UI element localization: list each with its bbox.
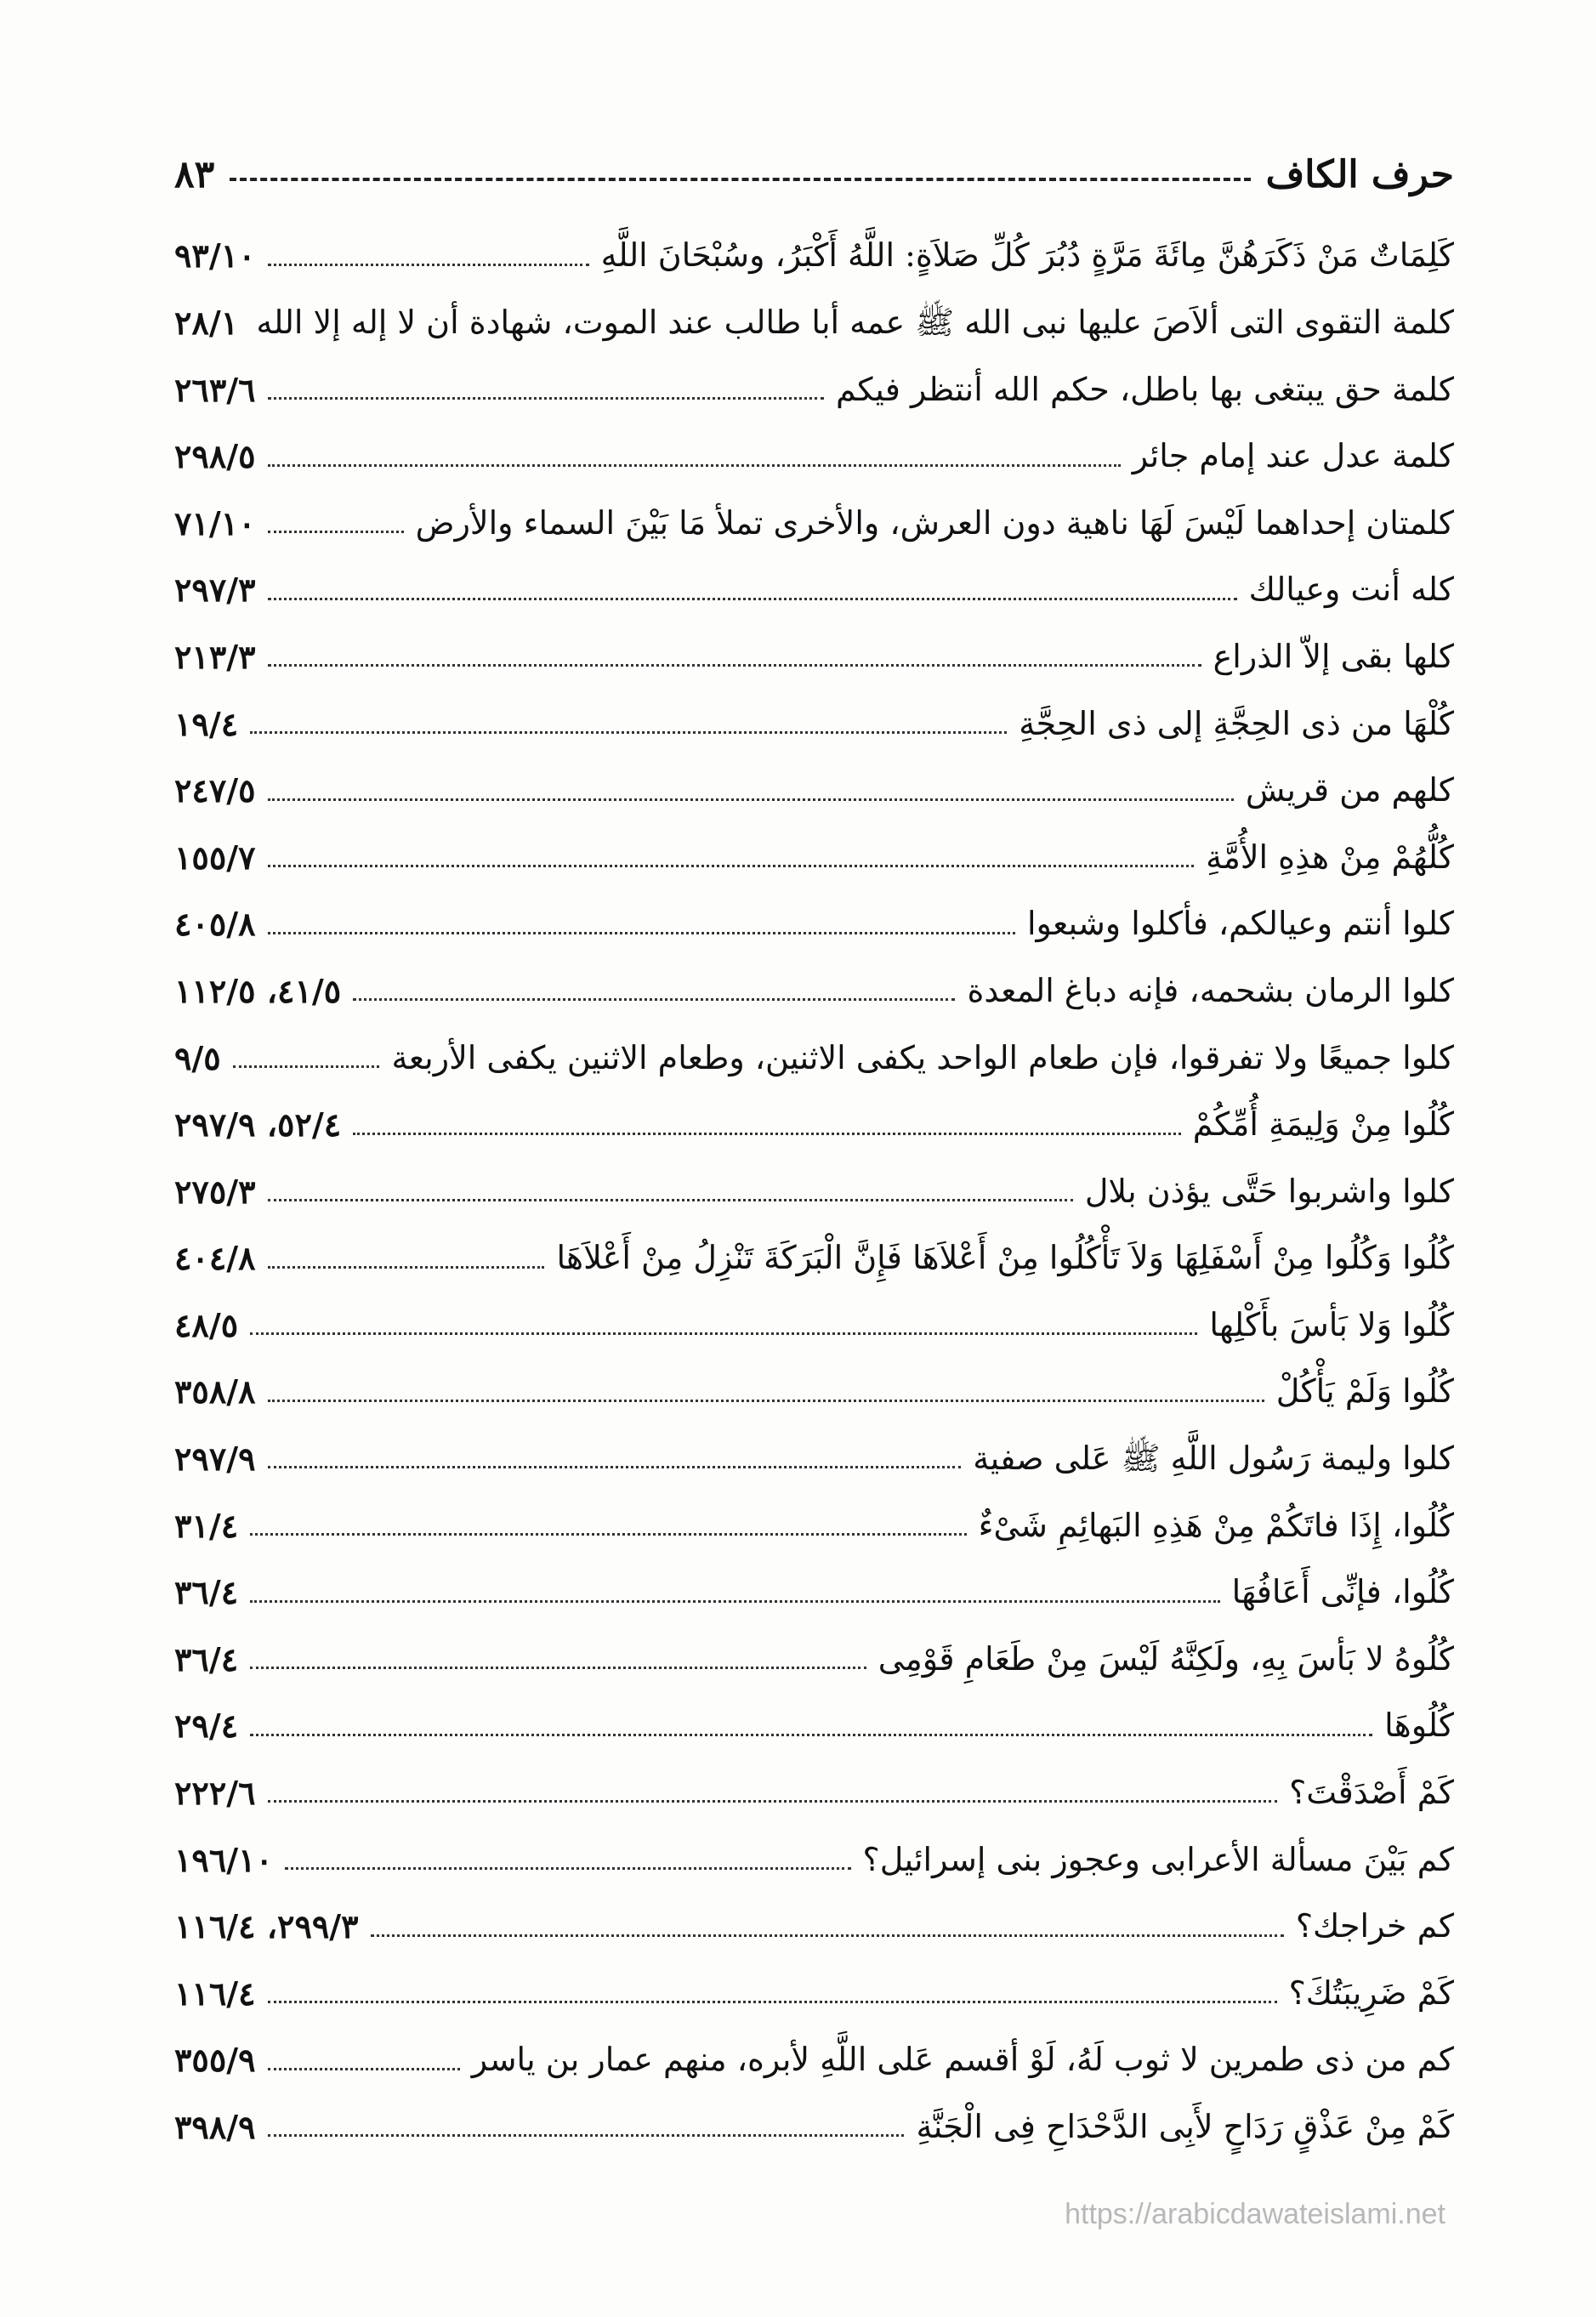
dot-leader [353, 998, 955, 1001]
source-watermark: https://arabicdawateislami.net [1065, 2198, 1445, 2230]
entry-ref: ٩/٥ [174, 1038, 221, 1077]
entry-text: كُلُوا مِنْ وَلِيمَةِ أُمِّكُمْ [1192, 1105, 1454, 1144]
entry-text: كلها بقى إلاّ الذراع [1213, 637, 1454, 675]
entry-ref: ٣٥٥/٩ [174, 2041, 256, 2080]
entry-text: كُلُوا وَلَمْ يَأْكُلْ [1275, 1372, 1454, 1411]
dot-leader [233, 1065, 380, 1068]
entry-text: كلهم من قريش [1245, 771, 1454, 809]
dot-leader [250, 1533, 967, 1536]
index-entry [174, 290, 1454, 357]
index-entry [174, 1292, 1454, 1360]
dot-leader [250, 731, 1007, 734]
index-entry [174, 557, 1454, 624]
index-entry [174, 356, 1454, 423]
entry-ref: ٤٨/٥ [174, 1305, 239, 1344]
entry-text: كلوا جميعًا ولا تفرقوا، فإن طعام الواحد يكفى الاثنين، وطعام الاثنين يكفى الأربعة [391, 1038, 1454, 1076]
entry-ref: ١١٦/٤ [174, 1973, 256, 2013]
dot-leader [268, 932, 1015, 934]
entry-ref: ٢٢٢/٦ [174, 1774, 256, 1813]
entry-text: كَلِمَاتٌ مَنْ ذَكَرَهُنَّ مِائَةَ مَرَّةٍ دُبُرَ كُلِّ صَلاَةٍ: اللَّهُ أَكْبَرُ، وسُبْحَانَ اللَّهِ [600, 236, 1454, 275]
index-entry [174, 1158, 1454, 1225]
entry-ref: ٢٩٧/٩ [174, 1440, 256, 1479]
entry-text: كلوا أنتم وعيالكم، فأكلوا وشبعوا [1026, 905, 1454, 943]
dot-leader [268, 531, 404, 533]
dot-leader [250, 1332, 1197, 1335]
dot-leader [285, 1867, 851, 1870]
dot-leader [353, 1133, 1181, 1135]
entry-text: كلمة حق يبتغى بها باطل، حكم الله أنتظر فيكم [836, 370, 1454, 408]
entry-text: كُلُوا وَلا بَأسَ بأَكْلِها [1209, 1305, 1454, 1343]
entry-ref: ١٥٥/٧ [174, 838, 256, 877]
entry-ref: ٣٦/٤ [174, 1573, 239, 1612]
index-entry [174, 891, 1454, 958]
entry-ref: ٢٦٣/٦ [174, 370, 256, 409]
index-entry [174, 1426, 1454, 1493]
dot-leader [268, 464, 1121, 467]
index-entry [174, 2094, 1454, 2161]
entry-ref: ٢١٣/٣ [174, 637, 256, 676]
entry-text: كم من ذى طمرين لا ثوب لَهُ، لَوْ أقسم عَلى اللَّهِ لأبره، منهم عمار بن ياسر [471, 2041, 1454, 2079]
entry-ref: ٢٤٧/٥ [174, 771, 256, 810]
entry-ref: ٩٣/١٠ [174, 236, 256, 275]
index-entry [174, 824, 1454, 891]
entry-text: كَمْ ضَرِيبَتُكَ؟ [1288, 1973, 1454, 2012]
entry-ref: ٤١/٥، ١١٢/٥ [174, 971, 342, 1010]
entry-ref: ١٩/٤ [174, 704, 239, 743]
index-entry [174, 1559, 1454, 1627]
index-entry [174, 1826, 1454, 1894]
dot-leader [268, 865, 1195, 867]
entry-text: كلمتان إحداهما لَيْسَ لَهَا ناهية دون العرش، والأخرى تملأ مَا بَيْنَ السماء والأرض [415, 503, 1454, 542]
entry-text: كُلُوهُ لا بَأسَ بِهِ، ولَكِنَّهُ لَيْسَ مِنْ طَعَامِ قَوْمِى [878, 1639, 1454, 1678]
entry-text: كُلُوا وَكُلُوا مِنْ أَسْفَلِهَا وَلاَ تَأْكُلُوا مِنْ أَعْلاَهَا فَإِنَّ الْبَرَكَةَ تَنْزِلُ مِنْ أَعْلاَهَا [556, 1239, 1454, 1277]
dot-leader [250, 1667, 866, 1669]
entry-ref: ٢٩٩/٣، ١١٦/٤ [174, 1907, 359, 1946]
page-number: ٨٣ [174, 152, 215, 196]
dot-leader [268, 264, 589, 266]
entry-ref: ٧١/١٠ [174, 503, 256, 542]
index-entry [174, 758, 1454, 825]
index-entry [174, 1359, 1454, 1426]
dot-leader [371, 1934, 1284, 1937]
index-entry [174, 958, 1454, 1025]
entry-ref: ٢٩٧/٣ [174, 571, 256, 610]
entry-text: كم بَيْنَ مسألة الأعرابى وعجوز بنى إسرائيل؟ [862, 1840, 1454, 1878]
dot-leader [268, 2001, 1277, 2003]
dot-leader [250, 1600, 1220, 1603]
entry-ref: ٥٢/٤، ٢٩٧/٩ [174, 1105, 342, 1144]
index-entry [174, 624, 1454, 691]
chapter-title: حرف الكاف [1265, 152, 1454, 196]
entry-text: كم خراجك؟ [1295, 1907, 1454, 1945]
page-header [174, 145, 1454, 204]
dot-leader [268, 664, 1201, 667]
entry-ref: ٤٠٤/٨ [174, 1239, 256, 1278]
entry-ref: ٣٦/٤ [174, 1639, 239, 1678]
index-entry [174, 490, 1454, 557]
entry-text: كلمة عدل عند إمام جائر [1132, 437, 1454, 475]
entry-ref: ٢٨/١ [174, 303, 239, 342]
index-entry [174, 1960, 1454, 2027]
entry-ref: ٣٩٨/٩ [174, 2108, 256, 2147]
index-entry [174, 1225, 1454, 1292]
entry-ref: ٣١/٤ [174, 1506, 239, 1545]
entry-ref: ٤٠٥/٨ [174, 905, 256, 944]
dot-leader [268, 598, 1237, 600]
entry-ref: ١٩٦/١٠ [174, 1840, 273, 1879]
dot-leader [250, 1734, 1372, 1736]
entry-text: كلوا واشربوا حَتَّى يؤذن بلال [1084, 1172, 1454, 1210]
dot-leader [268, 2068, 460, 2070]
index-entry [174, 1760, 1454, 1827]
dot-leader [268, 2134, 905, 2137]
dot-leader [268, 1266, 545, 1269]
entry-text: كُلُّهُمْ مِنْ هذِهِ الأُمَّةِ [1206, 838, 1454, 876]
index-entry [174, 1092, 1454, 1159]
index-entry [174, 1894, 1454, 1961]
dot-leader [268, 798, 1234, 801]
entry-text: كُلْهَا من ذى الحِجَّةِ إلى ذى الحِجَّةِ [1019, 704, 1454, 742]
entry-text: كُلُوا، فإنِّى أَعَافُهَا [1231, 1573, 1454, 1611]
index-entry [174, 423, 1454, 491]
entry-text: كلوا الرمان بشحمه، فإنه دباغ المعدة [967, 971, 1454, 1009]
entry-text: كَمْ أَصْدَقْتَ؟ [1289, 1774, 1454, 1812]
dot-leader [268, 1466, 962, 1468]
entry-ref: ٢٧٥/٣ [174, 1172, 256, 1211]
index-entry [174, 223, 1454, 290]
entry-text: كُلُوهَا [1384, 1707, 1454, 1745]
entry-text: كَمْ مِنْ عَذْقٍ رَدَاحٍ لأَبِى الدَّحْدَاحِ فِى الْجَنَّةِ [916, 2108, 1454, 2146]
index-entry [174, 1025, 1454, 1092]
index-entry [174, 690, 1454, 758]
index-entry [174, 1626, 1454, 1693]
index-entry [174, 1693, 1454, 1760]
index-entry [174, 1492, 1454, 1559]
index-entry [174, 2027, 1454, 2094]
dot-leader [268, 1199, 1073, 1201]
entry-ref: ٣٥٨/٨ [174, 1372, 256, 1411]
dot-leader [268, 397, 825, 400]
entry-ref: ٢٩/٤ [174, 1707, 239, 1746]
entry-text: كلوا وليمة رَسُول اللَّهِ ﷺ عَلى صفية [973, 1440, 1454, 1478]
dot-leader [268, 1400, 1264, 1402]
entry-text: كُلُوا، إِذَا فاتَكُمْ مِنْ هَذِهِ البَهائِمِ شَىْءٌ [978, 1506, 1454, 1544]
entry-ref: ٢٩٨/٥ [174, 437, 256, 476]
entry-text: كلمة التقوى التى ألاَصَ عليها نبى الله ﷺ عمه أبا طالب عند الموت، شهادة أن لا إله إلا الله [256, 303, 1454, 341]
entry-text: كله أنت وعيالك [1248, 571, 1454, 609]
dot-leader [268, 1800, 1278, 1803]
header-rule [230, 178, 1250, 181]
index-list [174, 223, 1454, 2161]
